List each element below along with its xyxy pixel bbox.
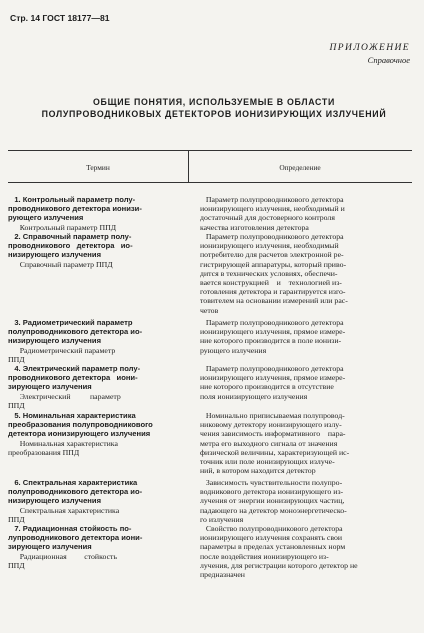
definition-text: Параметр полупроводникового детектора ионизирующего излучения, необходимый потребителю для расчетов электронной ре- гистрирующей аппаратуры, который приво- дится в технических условиях, обеспечи- вается конструкцией и технологией из- готовления детектора и гарантируется изго- товителем на основании измерений или рас- четов [200,232,348,315]
term-name: 2. Справочный параметр полу- проводникового детектора ио- низирующего излучения [8,232,133,260]
title-line-1: ОБЩИЕ ПОНЯТИЯ, ИСПОЛЬЗУЕМЫЕ В ОБЛАСТИ [93,97,335,107]
term-row [8,411,178,457]
term-short: Контрольный параметр ППД [8,222,117,232]
appendix-label [300,42,410,66]
definition-text: Номинально приписываемая полупровод- никовому детектору ионизирующего излу- чения зависимость информативного пара- метра его выходного сигнала от значения физической величины, характеризующей ис- точник или поле ионизирующих излуче- ний, в котором находится детектор [200,411,350,476]
appendix-subtitle: Справочное [367,55,410,65]
term-row [8,478,178,524]
term-name: 1. Контрольный параметр полу- проводникового детектора ионизи- рующего излучения [8,195,142,223]
term-row [8,364,178,410]
term-name: 5. Номинальная характеристика преобразования полупроводникового детектора ионизирующего излучения [8,411,153,439]
title-line-2: ПОЛУПРОВОДНИКОВЫХ ДЕТЕКТОРОВ ИОНИЗИРУЮЩИХ ИЗЛУЧЕНИЙ [41,109,387,119]
term-name: 7. Радиационная стойкость по- лупроводникового детектора иони- зирующего излучения [8,524,143,552]
table-top-rule [8,150,412,151]
column-header-term: Термин [86,163,110,172]
term-short: Электрический параметр ППД [8,391,121,410]
appendix-title: ПРИЛОЖЕНИЕ [329,43,410,53]
page-title [18,96,410,120]
term-name: 3. Радиометрический параметр полупроводникового детектора ио- низирующего излучения [8,318,143,346]
term-short: Радиационная стойкость ППД [8,551,118,570]
term-short: Спектральная характеристика ППД [8,505,120,524]
table-header-rule [8,182,412,183]
definition-text: Параметр полупроводникового детектора ионизирующего излучения, необходимый и достаточный для достоверного контроля качества изготовления детектора [200,195,345,232]
term-row [8,195,178,232]
term-name: 6. Спектральная характеристика полупроводникового детектора ио- низирующего излучения [8,478,143,506]
term-name: 4. Электрический параметр полу- проводникового детектора иони- зирующего излучения [8,364,141,392]
column-header-definition: Определение [279,163,321,172]
term-row [8,318,178,364]
definition-text: Параметр полупроводникового детектора ионизирующего излучения, прямое измере- ние которого производится в отсутствие поля ионизирующего излучения [200,364,346,401]
definition-text: Свойство полупроводникового детектора ионизирующего излучения сохранять свои параметры в пределах установленных норм после воздействия ионизирующего из- лучения, для регистрации которого детектор не предназначен [200,524,358,580]
term-short: Номинальная характеристика преобразования ППД [8,438,118,457]
term-short: Радиометрический параметр ППД [8,345,116,364]
definition-text: Параметр полупроводникового детектора ионизирующего излучения, прямое измере- ние которого производится в поле ионизи- рующего излучения [200,318,346,355]
term-row [8,232,178,269]
term-short: Справочный параметр ППД [8,259,113,269]
term-row [8,524,178,570]
page-header: Стр. 14 ГОСТ 18177—81 [10,13,110,23]
definition-text: Зависимость чувствительности полупро- водникового детектора ионизирующего из- лучения от энергии ионизирующих частиц, падающего на детектор моноэнергетическо- го излучения [200,478,347,524]
